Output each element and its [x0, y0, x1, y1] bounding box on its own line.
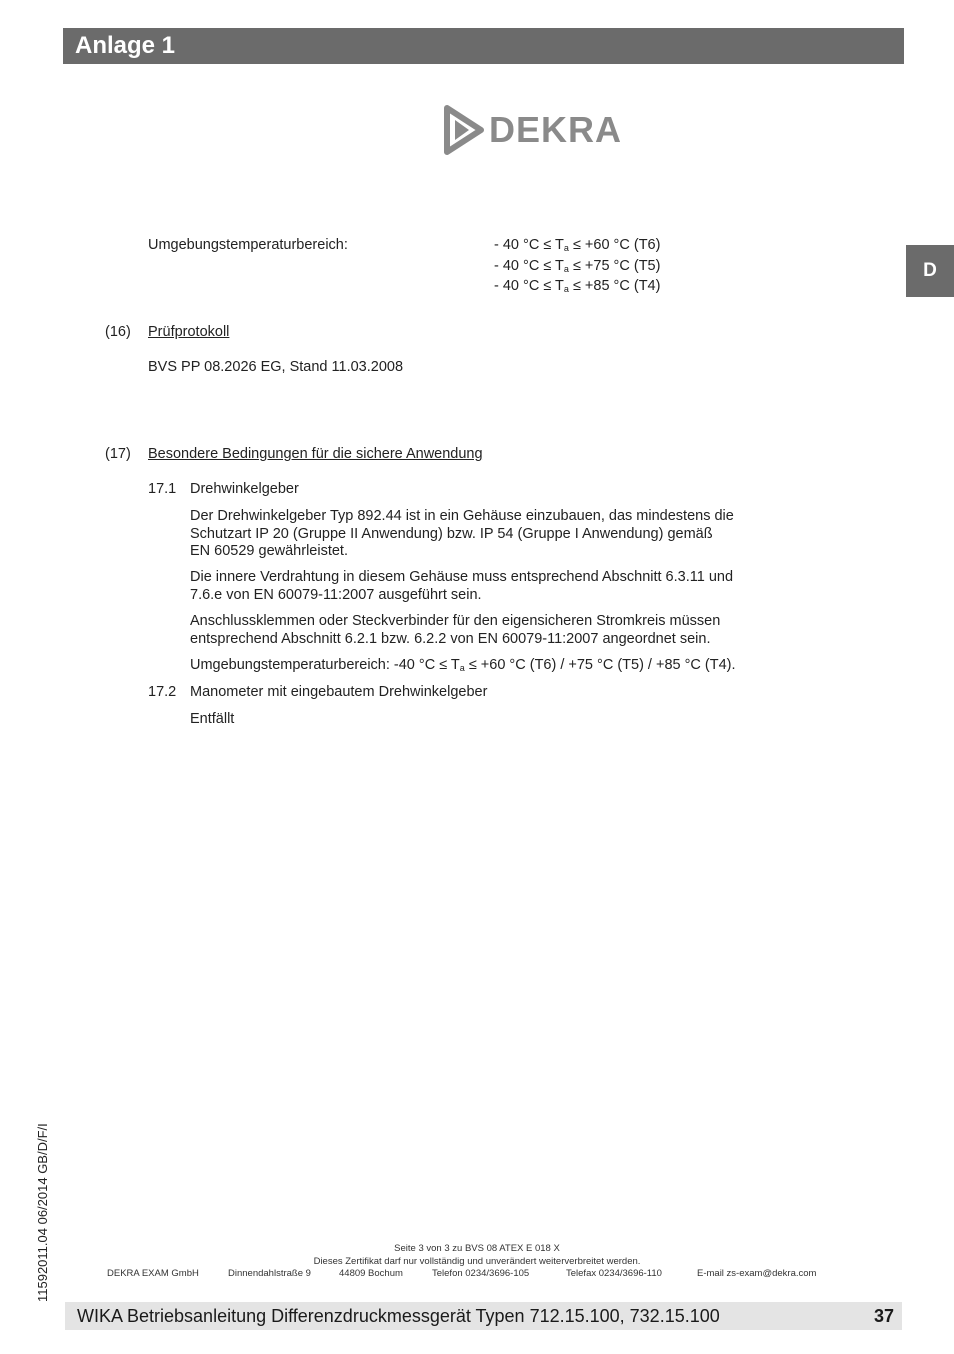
dekra-logo [443, 104, 623, 158]
logo-text: DEKRA [489, 109, 623, 150]
section16-text: BVS PP 08.2026 EG, Stand 11.03.2008 [148, 359, 404, 375]
language-tab-label: D [923, 260, 937, 281]
ambient-values [494, 237, 660, 299]
cert-street: Dinnendahlstraße 9 [228, 1268, 311, 1279]
language-tab [906, 245, 954, 297]
cert-page-ref: Seite 3 von 3 zu BVS 08 ATEX E 018 X [394, 1243, 560, 1254]
ambient-row: - 40 $^\circ C \le T_a \le +85$ °C (T4) [494, 278, 661, 294]
page-footer [65, 1302, 902, 1330]
page-number: 37 [873, 1306, 894, 1326]
section16-number: (16) [105, 324, 131, 340]
section17-number: (17) [105, 446, 131, 462]
cert-city: 44809 Bochum [339, 1268, 403, 1279]
cert-company: DEKRA EXAM GmbH [107, 1268, 199, 1279]
sub1-paragraph-1: Der Drehwinkelgeber Typ 892.44 ist in ein Gehäuse einzubauen, das mindestens die Schutzart IP 20 (Gruppe II Anwendung) bzw. IP 54 (Gruppe I Anwendung) gemäß EN 60529 gewährleistet. [190, 508, 734, 559]
cert-fax: Telefax 0234/3696-110 [566, 1268, 662, 1279]
cert-phone: Telefon 0234/3696-105 [432, 1268, 530, 1279]
cert-email: E-mail zs-exam@dekra.com [697, 1268, 817, 1279]
ambient-label: Umgebungstemperaturbereich: [148, 237, 348, 253]
dekra-triangle-icon [443, 104, 485, 156]
section16-title: Prüfprotokoll [148, 324, 230, 340]
document-code: 11592011.04 06/2014 GB/D/F/I [35, 1123, 50, 1302]
sub2-number: 17.2 [148, 684, 177, 700]
sub1-paragraph-2: Die innere Verdrahtung in diesem Gehäuse muss entsprechend Abschnitt 6.3.11 und 7.6.e von EN 60079-11:2007 ausgeführt sein. [190, 569, 734, 603]
sub2-title: Manometer mit eingebautem Drehwinkelgeber [190, 684, 488, 700]
sub2-text: Entfällt [190, 711, 235, 727]
sub1-number: 17.1 [148, 481, 177, 497]
cert-notice: Dieses Zertifikat darf nur vollständig und unverändert weiterverbreitet werden. [313, 1256, 641, 1267]
section17-title: Besondere Bedingungen für die sichere Anwendung [148, 446, 483, 462]
footer-title: WIKA Betriebsanleitung Differenzdruckmessgerät Typen 712.15.100, 732.15.100 [77, 1306, 720, 1326]
sub1-paragraph-3: Anschlussklemmen oder Steckverbinder für den eigensicheren Stromkreis müssen entsprechend Abschnitt 6.2.1 bzw. 6.2.2 von EN 60079-11:2007 angeordnet sein. [190, 613, 721, 647]
ambient-row: - 40 $^\circ C \le T_a \le +75$ °C (T5) [494, 257, 661, 274]
header-title: Anlage 1 [75, 32, 176, 59]
ambient-row: - 40 $^\circ C \le T_a \le +60$ °C (T6) [494, 237, 661, 253]
page-header [63, 28, 904, 64]
sub1-paragraph-4: Umgebungstemperaturbereich: -40 $^\circ C \le T_a \le +60$ °C (T6) / +75 °C (T5) / +85 °C (T4). [190, 657, 736, 673]
sub1-title: Drehwinkelgeber [190, 481, 299, 497]
